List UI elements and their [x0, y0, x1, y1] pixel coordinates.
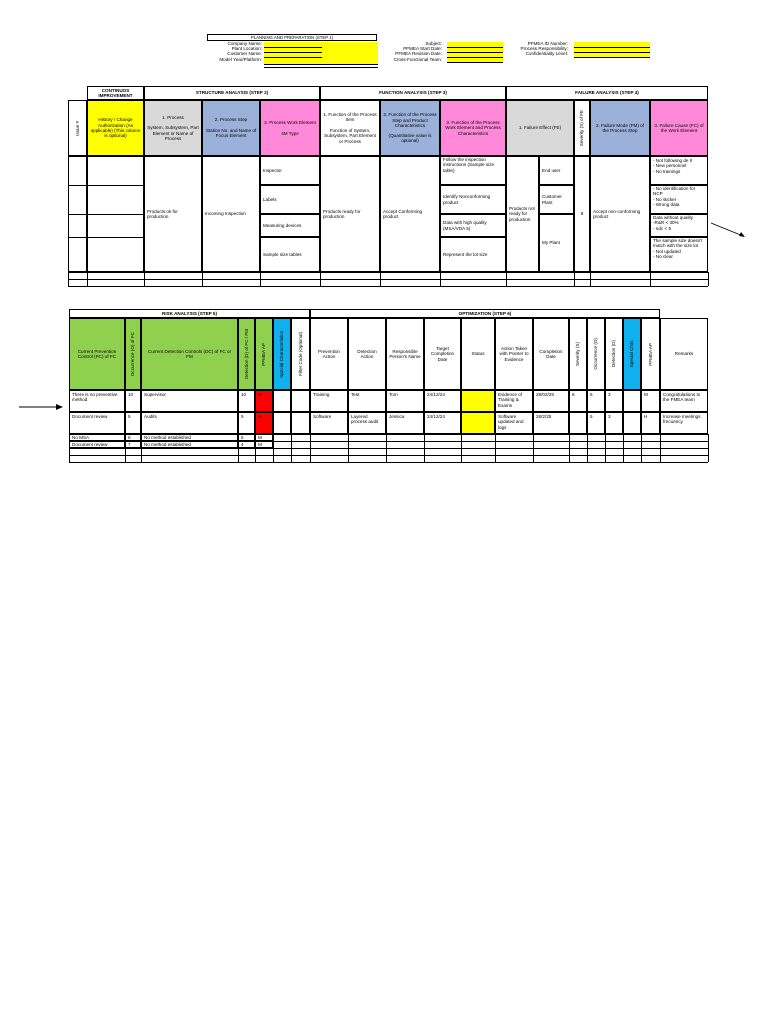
work-element-1: Inspector	[260, 156, 320, 185]
row4-det: 4	[238, 441, 255, 448]
effect-end-user: End user	[539, 156, 574, 185]
row2-resp: Jessica	[386, 412, 424, 434]
row1-special	[273, 390, 291, 412]
row1-sev: 6	[569, 390, 587, 412]
func-step-header	[380, 100, 440, 156]
history-header: History / Change Authorization (As applicable) (This column is optional)	[87, 100, 144, 156]
failure-cause-2: - No identification for NCP - No sticker - Wrong data	[650, 185, 708, 214]
row3-det: 5	[238, 434, 255, 441]
planning-title: PLANNING AND PREPARATION (STEP 1)	[207, 34, 377, 41]
func-work-header: 3. Function of the Process Work Element and Process Characteristics	[440, 100, 506, 156]
row1-status[interactable]	[461, 390, 495, 412]
func-work-2: Identify Nonconforming product	[440, 185, 506, 214]
plant-location-label: Plant Location:	[231, 46, 262, 52]
det2-header: Detection (D)	[605, 318, 623, 390]
row1-det2: 3	[605, 390, 623, 412]
process-title: 1. Process	[162, 114, 184, 120]
work-element-header	[260, 100, 320, 156]
func-item-desc: Function of System, Subsystem, Part Element or Process	[324, 127, 376, 144]
failure-effect-cell: Products not ready for production	[506, 156, 539, 272]
failure-cause-header: 3. Failure Cause (FC) of the Work Element	[650, 100, 708, 156]
row1-taken: Evidence of Training & Exams	[495, 390, 533, 412]
severity-cell: 8	[574, 156, 590, 272]
det-action-header: Detection Action	[348, 318, 386, 390]
row2-det: 5	[238, 412, 255, 434]
row2-ap: H	[255, 412, 273, 434]
row2-status[interactable]	[461, 412, 495, 434]
remarks-header: Remarks	[660, 318, 708, 390]
row1-filter	[291, 390, 310, 412]
process-cell: Products ok for production	[144, 156, 202, 272]
revision-date-label: PFMEA Revision Date:	[395, 51, 442, 57]
row2-sev	[569, 412, 587, 434]
sev-header: Severity (S)	[569, 318, 587, 390]
row1-completion: 28/02/25	[533, 390, 569, 412]
completion-header: Completion Date	[533, 318, 569, 390]
ap2-header: PFMEA AP	[641, 318, 660, 390]
process-desc: System, Subsystem, Part Element or Name of Process	[147, 125, 199, 141]
planning-mid-labels	[360, 41, 442, 62]
row1-resp: Tom	[386, 390, 424, 412]
history-cell	[87, 156, 144, 272]
effect-my-plant: My Plant	[539, 214, 574, 272]
process-step-title: 2. Process Step	[214, 117, 248, 123]
work-element-title: 3. Process Work Element	[264, 120, 316, 126]
row1-special2	[623, 390, 641, 412]
effect-customer-plant: Customer Plant	[539, 185, 574, 214]
continuous-improvement-header: CONTINUOS IMPROVEMENT	[87, 86, 144, 100]
row2-remarks: Increase meetings frecuency	[660, 412, 708, 434]
occ2-header: Occurrence (O)	[587, 318, 605, 390]
row1-ap2: M	[641, 390, 660, 412]
row2-pc: Document review	[69, 412, 125, 434]
row2-det2: 3	[605, 412, 623, 434]
severity-header: Severity (S) of FE	[574, 100, 590, 156]
row4-ap: M	[255, 441, 273, 448]
special2-header: Special Char.	[623, 318, 641, 390]
pointer-arrow-right	[709, 220, 749, 242]
row2-special	[273, 412, 291, 434]
failure-cause-4: The sample size doesn't match with the size lot - Not updated - No clear	[650, 237, 708, 272]
occ-header: Occurrence (O) of FC	[125, 318, 141, 390]
step5-header: RISK ANALYSIS (STEP 5)	[69, 309, 310, 318]
customer-name-label: Customer Name:	[227, 51, 262, 57]
row3-occ: 6	[125, 434, 141, 441]
step2-header: STRUCTURE ANALYSIS (STEP 2)	[144, 86, 320, 100]
special-header: Special Characteristics	[273, 318, 291, 390]
func-item-cell: Products ready for production	[320, 156, 380, 272]
start-date-label: PFMEA Start Date:	[403, 46, 442, 52]
row2-completion: 28/2/25	[533, 412, 569, 434]
row1-ap: H	[255, 390, 273, 412]
func-work-1: Follow the inspection instructions (Sample size table)	[440, 156, 506, 185]
row2-filter	[291, 412, 310, 434]
issue-header: Issue #	[68, 100, 87, 156]
func-work-3: Data with high quality (MSA/VDA 5)	[440, 214, 506, 237]
status-header: Status	[461, 318, 495, 390]
work-element-2: Labels	[260, 185, 320, 214]
row1-detact: Test	[348, 390, 386, 412]
row1-target: 24/12/24	[424, 390, 461, 412]
dc-header: Current Detection Controls (DC) of FC or FM	[141, 318, 238, 390]
confidentiality-label: Confidentiality Level:	[525, 51, 568, 57]
row2-occ2: 5	[587, 412, 605, 434]
filter-header: Filter Code (Optional)	[291, 318, 310, 390]
responsible-header: Responsible Person's Name	[386, 318, 424, 390]
ap-header: PFMEA AP	[255, 318, 273, 390]
det-header: Detection (D) of FC / FM	[238, 318, 255, 390]
failure-mode-cell: Accept non-conforming product	[590, 156, 650, 272]
row1-occ: 10	[125, 390, 141, 412]
pfmea-id-field[interactable]	[574, 42, 650, 57]
row1-prev: Training	[310, 390, 348, 412]
team-label: Cross-Functional Team:	[393, 56, 442, 62]
model-year-label: Model Year/Platform:	[219, 56, 262, 62]
planning-right-labels	[490, 41, 568, 57]
row2-ap2: H	[641, 412, 660, 434]
row2-detact: Layered process audit	[348, 412, 386, 434]
row1-remarks: Congratulations to the FMEA team	[660, 390, 708, 412]
func-item-title: 1. Function of the Process Item	[323, 111, 377, 123]
process-step-header	[202, 100, 260, 156]
row2-special2	[623, 412, 641, 434]
row4-occ: 7	[125, 441, 141, 448]
work-element-type: 4M Type	[281, 130, 299, 136]
pointer-arrow-left	[18, 402, 64, 412]
failure-cause-1: - Not following de II - New personnel - No trainings	[650, 156, 708, 185]
work-element-3: Measuring devices	[260, 214, 320, 237]
row1-occ2: 6	[587, 390, 605, 412]
step6-header: OPTIMIZATION (STEP 6)	[310, 309, 660, 318]
work-element-4: Sample size tables	[260, 237, 320, 272]
row2-occ: 5	[125, 412, 141, 434]
row2-prev: Software	[310, 412, 348, 434]
step4-header: FAILURE ANALYSIS (STEP 4)	[506, 86, 708, 100]
process-step-cell: Incoming Inspection	[202, 156, 260, 272]
row4-pc: Document review	[69, 441, 125, 448]
row1-det: 10	[238, 390, 255, 412]
planning-left-labels	[180, 41, 262, 62]
func-step-title: 2. Function of the Process Step and Product Characteristics	[383, 112, 437, 129]
step3-header: FUNCTION ANALYSIS (STEP 3)	[320, 86, 506, 100]
prev-action-header: Prevention Action	[310, 318, 348, 390]
row3-ap: M	[255, 434, 273, 441]
func-work-4: Represent the lot size	[440, 237, 506, 272]
process-header	[144, 100, 202, 156]
failure-effect-header: 1. Failure Effect (FE)	[506, 100, 574, 156]
pfmea-id-label: PFMEA ID Number:	[527, 41, 568, 46]
row1-pc: There is no preventive method	[69, 390, 125, 412]
func-step-cell: Accept Conforming product	[380, 156, 440, 272]
row2-taken: Software updated and logs	[495, 412, 533, 434]
target-header: Target Completion Date	[424, 318, 461, 390]
action-taken-header: Action Taken with Pointer to Evidence	[495, 318, 533, 390]
row1-dc: Supervisor	[141, 390, 238, 412]
process-responsibility-label: Process Responsibility:	[520, 46, 568, 52]
row2-target: 24/12/24	[424, 412, 461, 434]
pc-header: Current Prevention Control (PC) of FC	[69, 318, 125, 390]
failure-mode-header: 2. Failure Mode (FM) of the Process Step	[590, 100, 650, 156]
row3-pc: No MSA	[69, 434, 125, 441]
row4-dc: No method established	[141, 441, 238, 448]
failure-cause-3: Data without quality -R&R < 30% - ndc < 5	[650, 214, 708, 237]
subject-label: Subject:	[425, 41, 442, 46]
company-name-label: Company Name:	[227, 41, 262, 46]
row3-dc: No method established	[141, 434, 238, 441]
process-step-desc: Station No. and Name of Focus Element	[205, 127, 257, 139]
row2-dc: Audits	[141, 412, 238, 434]
func-item-header	[320, 100, 380, 156]
func-step-desc: (Quantitative value is optional)	[388, 132, 432, 144]
